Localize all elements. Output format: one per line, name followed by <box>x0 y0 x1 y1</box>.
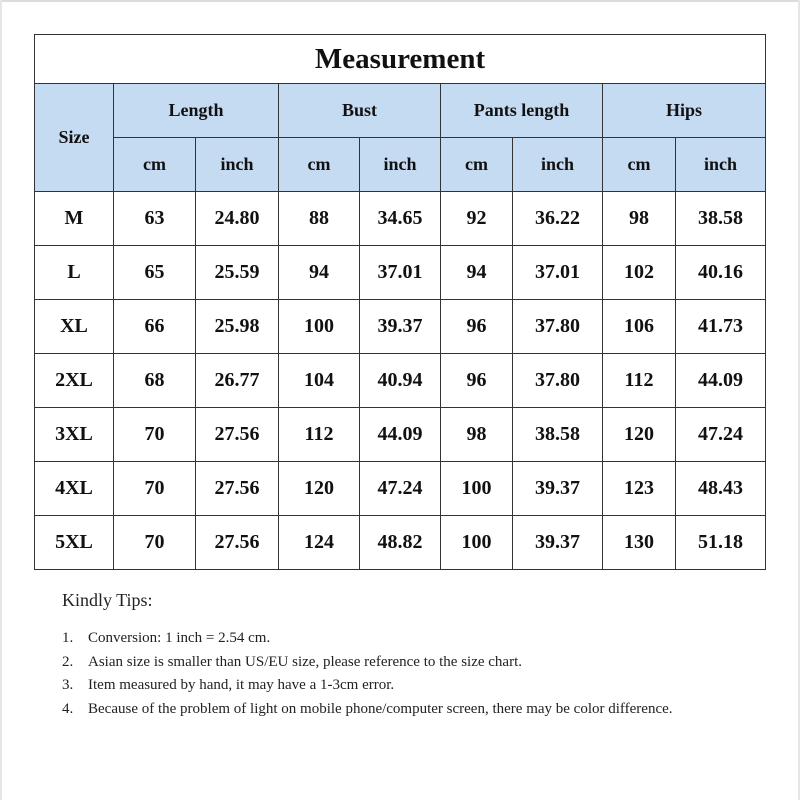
table-cell: 44.09 <box>676 354 766 408</box>
table-cell: 96 <box>441 300 513 354</box>
tip-text: Because of the problem of light on mobile phone/computer screen, there may be color difference. <box>88 700 673 717</box>
tip-number: 3. <box>62 677 74 693</box>
table-cell: 96 <box>441 354 513 408</box>
table-cell: 98 <box>441 408 513 462</box>
table-cell: 38.58 <box>676 192 766 246</box>
table-title: Measurement <box>35 35 766 84</box>
tip-number: 1. <box>62 630 74 646</box>
table-cell: 104 <box>279 354 360 408</box>
table-cell: 24.80 <box>196 192 279 246</box>
group-header-row <box>35 84 766 138</box>
size-label: 3XL <box>35 408 114 462</box>
table-cell: 37.01 <box>360 246 441 300</box>
table-cell: 68 <box>114 354 196 408</box>
size-label: M <box>35 192 114 246</box>
table-cell: 63 <box>114 192 196 246</box>
size-chart-table <box>34 34 766 570</box>
group-header-hips: Hips <box>603 84 766 138</box>
group-header-pants-length: Pants length <box>441 84 603 138</box>
table-cell: 39.37 <box>360 300 441 354</box>
tip-text: Conversion: 1 inch = 2.54 cm. <box>88 630 271 646</box>
table-cell: 44.09 <box>360 408 441 462</box>
table-cell: 25.59 <box>196 246 279 300</box>
table-cell: 124 <box>279 516 360 570</box>
table-row <box>35 192 766 246</box>
table-cell: 94 <box>279 246 360 300</box>
table-cell: 48.82 <box>360 516 441 570</box>
table-row <box>35 516 766 570</box>
table-cell: 92 <box>441 192 513 246</box>
table-cell: 120 <box>279 462 360 516</box>
size-label: 5XL <box>35 516 114 570</box>
unit-header: inch <box>196 138 279 192</box>
table-cell: 112 <box>603 354 676 408</box>
size-label: 4XL <box>35 462 114 516</box>
list-item <box>62 627 702 651</box>
table-cell: 88 <box>279 192 360 246</box>
table-cell: 39.37 <box>513 462 603 516</box>
table-cell: 37.80 <box>513 300 603 354</box>
table-cell: 37.01 <box>513 246 603 300</box>
tips-list <box>62 627 702 721</box>
unit-header: cm <box>603 138 676 192</box>
size-label: XL <box>35 300 114 354</box>
table-cell: 47.24 <box>676 408 766 462</box>
tip-number: 2. <box>62 653 74 670</box>
table-row <box>35 300 766 354</box>
table-cell: 25.98 <box>196 300 279 354</box>
table-row <box>35 354 766 408</box>
table-cell: 100 <box>441 516 513 570</box>
tip-number: 4. <box>62 700 74 717</box>
list-item <box>62 698 702 722</box>
table-cell: 123 <box>603 462 676 516</box>
table-cell: 70 <box>114 516 196 570</box>
table-cell: 100 <box>441 462 513 516</box>
table-row <box>35 462 766 516</box>
table-cell: 106 <box>603 300 676 354</box>
table-row <box>35 246 766 300</box>
table-cell: 51.18 <box>676 516 766 570</box>
kindly-tips-section <box>62 590 702 721</box>
size-label: 2XL <box>35 354 114 408</box>
unit-header: cm <box>114 138 196 192</box>
table-cell: 27.56 <box>196 462 279 516</box>
table-cell: 70 <box>114 408 196 462</box>
table-cell: 100 <box>279 300 360 354</box>
table-row <box>35 408 766 462</box>
table-cell: 120 <box>603 408 676 462</box>
table-cell: 102 <box>603 246 676 300</box>
table-cell: 94 <box>441 246 513 300</box>
size-label: L <box>35 246 114 300</box>
unit-header: inch <box>360 138 441 192</box>
table-cell: 65 <box>114 246 196 300</box>
table-cell: 48.43 <box>676 462 766 516</box>
table-cell: 40.16 <box>676 246 766 300</box>
table-cell: 36.22 <box>513 192 603 246</box>
table-cell: 66 <box>114 300 196 354</box>
table-cell: 47.24 <box>360 462 441 516</box>
table-cell: 98 <box>603 192 676 246</box>
frame-top-border <box>0 0 800 2</box>
table-cell: 27.56 <box>196 516 279 570</box>
table-cell: 38.58 <box>513 408 603 462</box>
list-item <box>62 651 702 675</box>
tip-text: Item measured by hand, it may have a 1-3cm error. <box>88 677 395 693</box>
unit-header: inch <box>676 138 766 192</box>
table-cell: 39.37 <box>513 516 603 570</box>
table-cell: 34.65 <box>360 192 441 246</box>
table-cell: 112 <box>279 408 360 462</box>
table-cell: 41.73 <box>676 300 766 354</box>
table-cell: 37.80 <box>513 354 603 408</box>
group-header-length: Length <box>114 84 279 138</box>
table-cell: 27.56 <box>196 408 279 462</box>
table-cell: 70 <box>114 462 196 516</box>
group-header-bust: Bust <box>279 84 441 138</box>
list-item <box>62 674 702 698</box>
unit-header: cm <box>279 138 360 192</box>
table-cell: 130 <box>603 516 676 570</box>
unit-header-row <box>35 138 766 192</box>
frame-left-border <box>0 0 2 800</box>
unit-header: inch <box>513 138 603 192</box>
tips-title: Kindly Tips: <box>62 590 153 610</box>
tip-text: Asian size is smaller than US/EU size, please reference to the size chart. <box>88 653 522 670</box>
table-cell: 26.77 <box>196 354 279 408</box>
size-column-header: Size <box>35 84 114 192</box>
unit-header: cm <box>441 138 513 192</box>
table-cell: 40.94 <box>360 354 441 408</box>
